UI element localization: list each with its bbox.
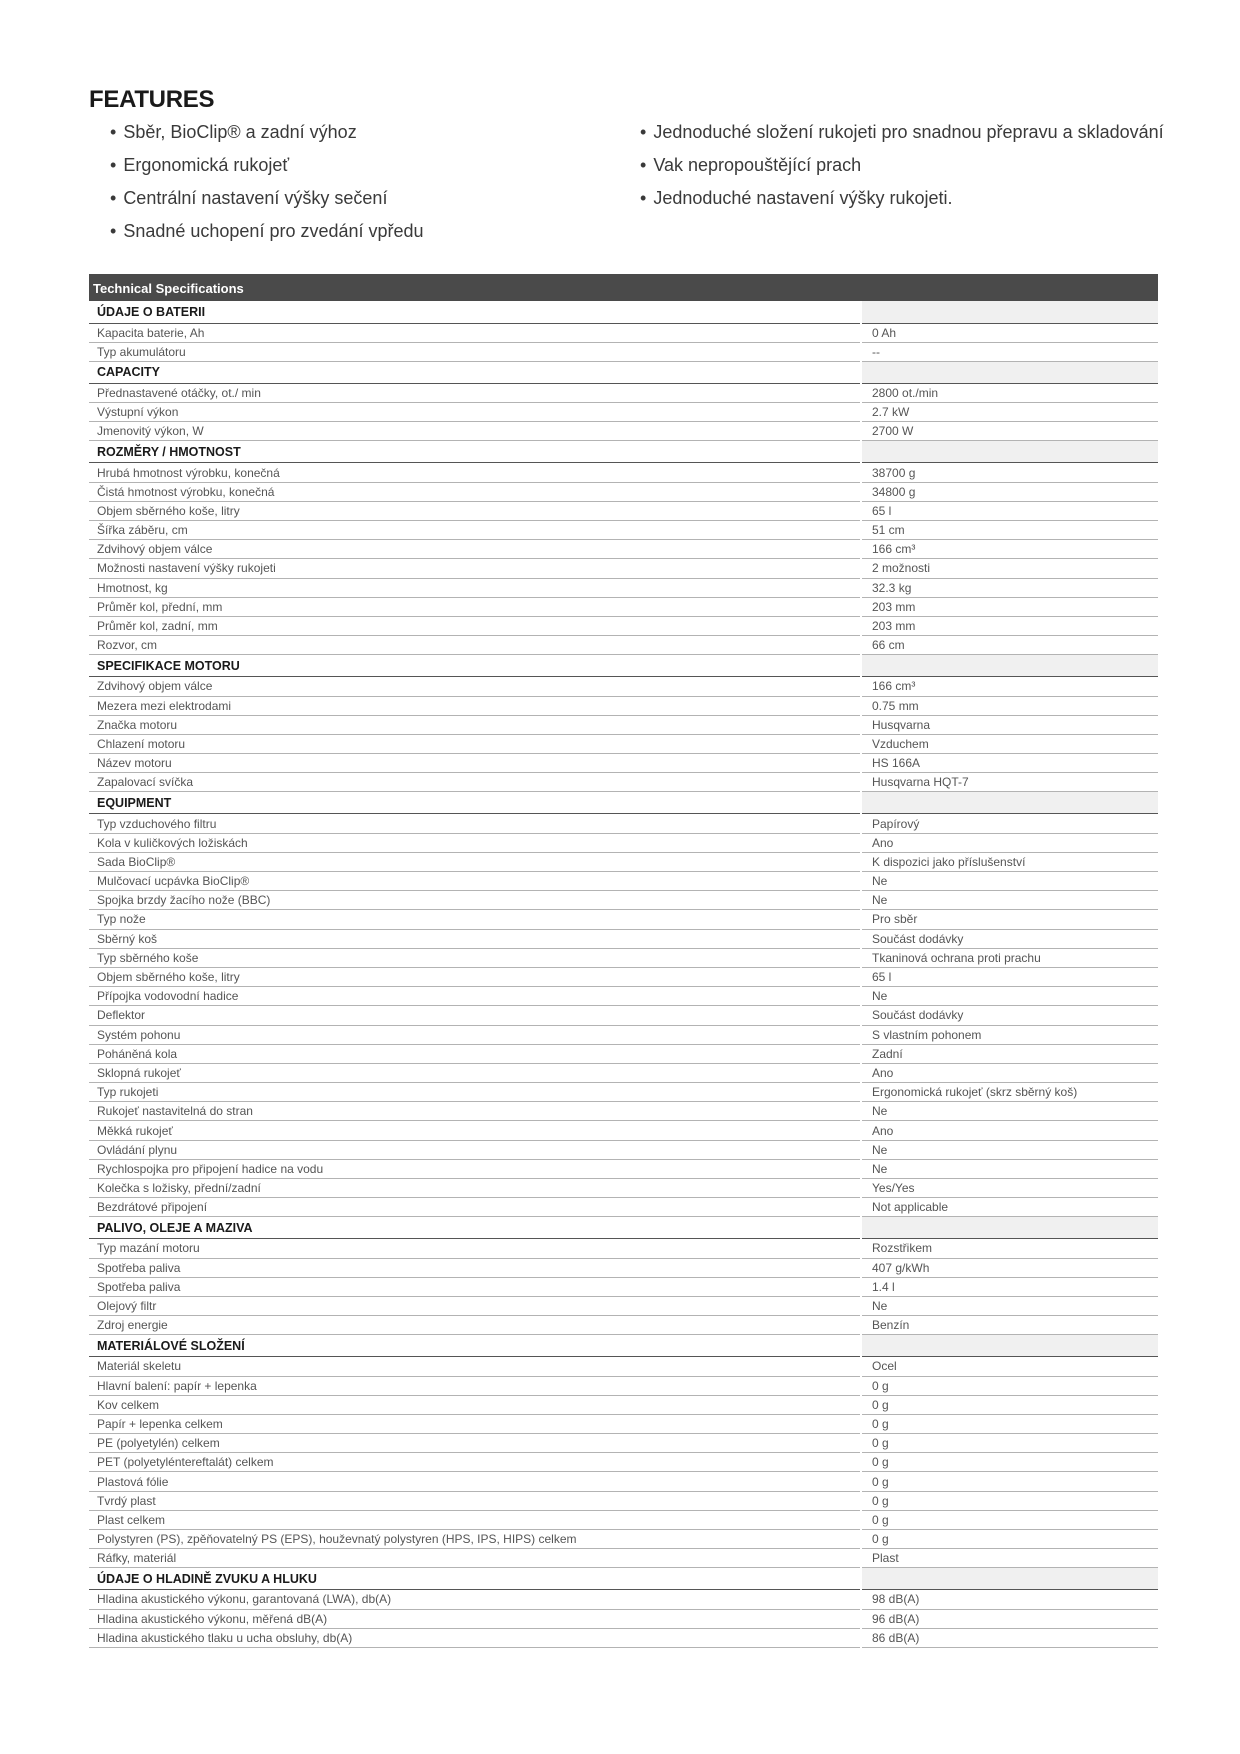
spec-label: Spotřeba paliva [89, 1277, 861, 1296]
spec-row [89, 1357, 1158, 1376]
spec-value: Papírový [861, 814, 1158, 833]
spec-label: Kov celkem [89, 1395, 861, 1414]
spec-label: Hladina akustického výkonu, garantovaná (LWA), db(A) [89, 1590, 861, 1609]
spec-label: PET (polyetyléntereftalát) celkem [89, 1453, 861, 1472]
spec-value: Součást dodávky [861, 929, 1158, 948]
spec-label: Zdvihový objem válce [89, 677, 861, 696]
spec-value: 0 g [861, 1453, 1158, 1472]
spec-label: Název motoru [89, 754, 861, 773]
spec-value: 98 dB(A) [861, 1590, 1158, 1609]
spec-label: Kolečka s ložisky, přední/zadní [89, 1179, 861, 1198]
spec-value: 0 Ah [861, 323, 1158, 342]
spec-label: Průměr kol, přední, mm [89, 597, 861, 616]
feature-item: • Vak nepropouštějící prach [640, 149, 1164, 182]
spec-row [89, 734, 1158, 753]
spec-value: Husqvarna HQT-7 [861, 773, 1158, 792]
spec-row [89, 616, 1158, 635]
spec-row [89, 383, 1158, 402]
spec-label: Sběrný koš [89, 929, 861, 948]
spec-label: Typ mazání motoru [89, 1239, 861, 1258]
spec-label: Zdroj energie [89, 1316, 861, 1335]
section-value-blank [861, 361, 1158, 383]
spec-row [89, 1316, 1158, 1335]
spec-label: Zdvihový objem válce [89, 540, 861, 559]
spec-value: Plast [861, 1549, 1158, 1568]
spec-label: Přednastavené otáčky, ot./ min [89, 383, 861, 402]
spec-value: 96 dB(A) [861, 1609, 1158, 1628]
spec-label: Hmotnost, kg [89, 578, 861, 597]
spec-value: Ne [861, 891, 1158, 910]
spec-label: Spotřeba paliva [89, 1258, 861, 1277]
spec-section-header [89, 441, 1158, 463]
spec-label: Kola v kuličkových ložiskách [89, 833, 861, 852]
spec-row [89, 987, 1158, 1006]
spec-label: Papír + lepenka celkem [89, 1414, 861, 1433]
spec-value: 1.4 l [861, 1277, 1158, 1296]
spec-row [89, 636, 1158, 655]
section-title: EQUIPMENT [89, 792, 861, 814]
spec-section-header [89, 1217, 1158, 1239]
spec-value: Ne [861, 1102, 1158, 1121]
spec-label: Šířka záběru, cm [89, 521, 861, 540]
spec-row [89, 948, 1158, 967]
spec-row [89, 891, 1158, 910]
spec-value: 2 možnosti [861, 559, 1158, 578]
spec-value: 0 g [861, 1530, 1158, 1549]
features-title: FEATURES [89, 86, 215, 113]
spec-label: Mulčovací ucpávka BioClip® [89, 872, 861, 891]
spec-label: Výstupní výkon [89, 403, 861, 422]
spec-label: Hrubá hmotnost výrobku, konečná [89, 463, 861, 482]
spec-label: Přípojka vodovodní hadice [89, 987, 861, 1006]
spec-value: Rozstřikem [861, 1239, 1158, 1258]
section-value-blank [861, 441, 1158, 463]
spec-value: 203 mm [861, 597, 1158, 616]
spec-section-header [89, 1568, 1158, 1590]
spec-value: S vlastním pohonem [861, 1025, 1158, 1044]
spec-row [89, 1530, 1158, 1549]
spec-label: Spojka brzdy žacího nože (BBC) [89, 891, 861, 910]
spec-row [89, 1239, 1158, 1258]
spec-row [89, 833, 1158, 852]
spec-row [89, 1395, 1158, 1414]
spec-value: 0.75 mm [861, 696, 1158, 715]
spec-label: Kapacita baterie, Ah [89, 323, 861, 342]
spec-row [89, 1472, 1158, 1491]
spec-row [89, 967, 1158, 986]
spec-label: Čistá hmotnost výrobku, konečná [89, 482, 861, 501]
spec-label: Hlavní balení: papír + lepenka [89, 1376, 861, 1395]
spec-row [89, 1277, 1158, 1296]
spec-label: Bezdrátové připojení [89, 1198, 861, 1217]
spec-value: 0 g [861, 1472, 1158, 1491]
spec-row [89, 342, 1158, 361]
spec-value: 166 cm³ [861, 677, 1158, 696]
spec-row [89, 1063, 1158, 1082]
spec-row [89, 696, 1158, 715]
spec-value: Zadní [861, 1044, 1158, 1063]
spec-section-header [89, 1335, 1158, 1357]
spec-row [89, 1590, 1158, 1609]
spec-value: K dispozici jako příslušenství [861, 852, 1158, 871]
spec-table-title: Technical Specifications [89, 274, 1158, 301]
spec-value: Vzduchem [861, 734, 1158, 753]
spec-label: Olejový filtr [89, 1296, 861, 1315]
spec-row [89, 1549, 1158, 1568]
spec-value: 65 l [861, 501, 1158, 520]
spec-value: 0 g [861, 1510, 1158, 1529]
features-list-right [640, 116, 1164, 215]
spec-label: Typ akumulátoru [89, 342, 861, 361]
spec-label: Možnosti nastavení výšky rukojeti [89, 559, 861, 578]
spec-row [89, 929, 1158, 948]
spec-row [89, 1025, 1158, 1044]
spec-row [89, 852, 1158, 871]
spec-label: Plast celkem [89, 1510, 861, 1529]
spec-value: 166 cm³ [861, 540, 1158, 559]
spec-row [89, 1159, 1158, 1178]
spec-row [89, 1376, 1158, 1395]
spec-value: Tkaninová ochrana proti prachu [861, 948, 1158, 967]
spec-label: Jmenovitý výkon, W [89, 422, 861, 441]
spec-label: Typ nože [89, 910, 861, 929]
spec-label: Měkká rukojeť [89, 1121, 861, 1140]
spec-label: Plastová fólie [89, 1472, 861, 1491]
section-title: SPECIFIKACE MOTORU [89, 655, 861, 677]
spec-label: Ovládání plynu [89, 1140, 861, 1159]
spec-row [89, 1044, 1158, 1063]
spec-label: Zapalovací svíčka [89, 773, 861, 792]
spec-row [89, 773, 1158, 792]
spec-section-header [89, 301, 1158, 323]
spec-label: Objem sběrného koše, litry [89, 501, 861, 520]
spec-label: Polystyren (PS), zpěňovatelný PS (EPS), houževnatý polystyren (HPS, IPS, HIPS) celkem [89, 1530, 861, 1549]
section-value-blank [861, 792, 1158, 814]
spec-value: Pro sběr [861, 910, 1158, 929]
spec-row [89, 1121, 1158, 1140]
spec-label: Rychlospojka pro připojení hadice na vodu [89, 1159, 861, 1178]
spec-value: 0 g [861, 1414, 1158, 1433]
spec-row [89, 403, 1158, 422]
spec-value: 65 l [861, 967, 1158, 986]
spec-value: 203 mm [861, 616, 1158, 635]
spec-value: Ne [861, 872, 1158, 891]
spec-row [89, 715, 1158, 734]
spec-table [89, 301, 1158, 1648]
spec-row [89, 559, 1158, 578]
section-title: ROZMĚRY / HMOTNOST [89, 441, 861, 463]
section-title: ÚDAJE O HLADINĚ ZVUKU A HLUKU [89, 1568, 861, 1590]
spec-value: 34800 g [861, 482, 1158, 501]
spec-label: PE (polyetylén) celkem [89, 1434, 861, 1453]
spec-value: Ne [861, 1159, 1158, 1178]
feature-item: • Ergonomická rukojeť [110, 149, 424, 182]
spec-label: Typ sběrného koše [89, 948, 861, 967]
spec-label: Poháněná kola [89, 1044, 861, 1063]
features-list-left [110, 116, 424, 248]
spec-label: Systém pohonu [89, 1025, 861, 1044]
spec-label: Rukojeť nastavitelná do stran [89, 1102, 861, 1121]
spec-row [89, 422, 1158, 441]
spec-row [89, 1258, 1158, 1277]
section-title: PALIVO, OLEJE A MAZIVA [89, 1217, 861, 1239]
spec-value: 38700 g [861, 463, 1158, 482]
spec-label: Materiál skeletu [89, 1357, 861, 1376]
spec-row [89, 597, 1158, 616]
spec-row [89, 1102, 1158, 1121]
spec-label: Značka motoru [89, 715, 861, 734]
spec-value: 66 cm [861, 636, 1158, 655]
spec-value: 0 g [861, 1395, 1158, 1414]
spec-label: Sklopná rukojeť [89, 1063, 861, 1082]
spec-row [89, 1491, 1158, 1510]
spec-value: 51 cm [861, 521, 1158, 540]
section-value-blank [861, 1335, 1158, 1357]
spec-row [89, 1510, 1158, 1529]
spec-label: Rozvor, cm [89, 636, 861, 655]
spec-label: Ráfky, materiál [89, 1549, 861, 1568]
spec-value: Ano [861, 833, 1158, 852]
spec-row [89, 578, 1158, 597]
spec-value: 0 g [861, 1491, 1158, 1510]
section-value-blank [861, 301, 1158, 323]
spec-label: Mezera mezi elektrodami [89, 696, 861, 715]
spec-value: Ano [861, 1121, 1158, 1140]
spec-row [89, 323, 1158, 342]
spec-row [89, 540, 1158, 559]
spec-row [89, 482, 1158, 501]
spec-row [89, 910, 1158, 929]
section-value-blank [861, 1568, 1158, 1590]
spec-value: Součást dodávky [861, 1006, 1158, 1025]
spec-row [89, 1140, 1158, 1159]
spec-section-header [89, 655, 1158, 677]
spec-value: 2700 W [861, 422, 1158, 441]
spec-row [89, 754, 1158, 773]
spec-value: 0 g [861, 1434, 1158, 1453]
spec-row [89, 1628, 1158, 1647]
spec-value: Ocel [861, 1357, 1158, 1376]
spec-row [89, 1414, 1158, 1433]
spec-row [89, 1434, 1158, 1453]
spec-row [89, 1609, 1158, 1628]
spec-label: Hladina akustického výkonu, měřená dB(A) [89, 1609, 861, 1628]
section-title: MATERIÁLOVÉ SLOŽENÍ [89, 1335, 861, 1357]
spec-value: -- [861, 342, 1158, 361]
feature-item: • Centrální nastavení výšky sečení [110, 182, 424, 215]
spec-value: 0 g [861, 1376, 1158, 1395]
spec-row [89, 1083, 1158, 1102]
spec-row [89, 1198, 1158, 1217]
spec-label: Tvrdý plast [89, 1491, 861, 1510]
spec-row [89, 814, 1158, 833]
section-value-blank [861, 655, 1158, 677]
spec-value: 2.7 kW [861, 403, 1158, 422]
spec-label: Chlazení motoru [89, 734, 861, 753]
spec-row [89, 677, 1158, 696]
spec-value: HS 166A [861, 754, 1158, 773]
spec-row [89, 1296, 1158, 1315]
spec-value: Ne [861, 1296, 1158, 1315]
spec-row [89, 501, 1158, 520]
spec-value: 32.3 kg [861, 578, 1158, 597]
spec-section-header [89, 361, 1158, 383]
spec-table-container [89, 274, 1158, 1648]
spec-value: Yes/Yes [861, 1179, 1158, 1198]
spec-row [89, 872, 1158, 891]
feature-item: • Snadné uchopení pro zvedání vpředu [110, 215, 424, 248]
spec-value: 407 g/kWh [861, 1258, 1158, 1277]
spec-label: Deflektor [89, 1006, 861, 1025]
spec-value: 86 dB(A) [861, 1628, 1158, 1647]
spec-label: Typ vzduchového filtru [89, 814, 861, 833]
spec-value: 2800 ot./min [861, 383, 1158, 402]
spec-value: Ergonomická rukojeť (skrz sběrný koš) [861, 1083, 1158, 1102]
spec-section-header [89, 792, 1158, 814]
spec-value: Benzín [861, 1316, 1158, 1335]
feature-item: • Jednoduché nastavení výšky rukojeti. [640, 182, 1164, 215]
spec-row [89, 1006, 1158, 1025]
spec-row [89, 521, 1158, 540]
feature-item: • Sběr, BioClip® a zadní výhoz [110, 116, 424, 149]
spec-label: Průměr kol, zadní, mm [89, 616, 861, 635]
spec-label: Hladina akustického tlaku u ucha obsluhy, db(A) [89, 1628, 861, 1647]
spec-label: Objem sběrného koše, litry [89, 967, 861, 986]
spec-value: Not applicable [861, 1198, 1158, 1217]
spec-value: Husqvarna [861, 715, 1158, 734]
spec-value: Ano [861, 1063, 1158, 1082]
spec-label: Typ rukojeti [89, 1083, 861, 1102]
spec-value: Ne [861, 987, 1158, 1006]
spec-row [89, 1179, 1158, 1198]
spec-label: Sada BioClip® [89, 852, 861, 871]
section-title: ÚDAJE O BATERII [89, 301, 861, 323]
spec-row [89, 463, 1158, 482]
section-value-blank [861, 1217, 1158, 1239]
spec-row [89, 1453, 1158, 1472]
spec-value: Ne [861, 1140, 1158, 1159]
feature-item: • Jednoduché složení rukojeti pro snadnou přepravu a skladování [640, 116, 1164, 149]
section-title: CAPACITY [89, 361, 861, 383]
